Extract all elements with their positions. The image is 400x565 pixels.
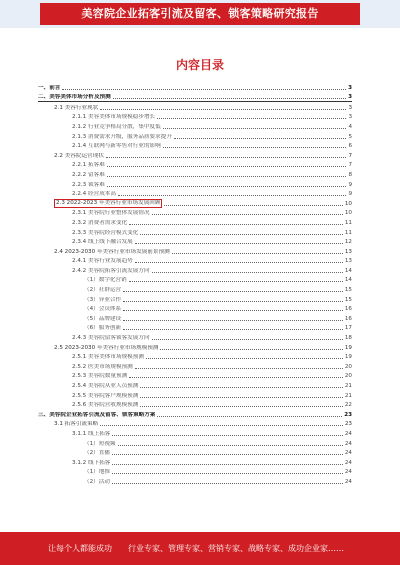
toc-entry-page: 18 — [344, 335, 352, 342]
toc-entry-page: 10 — [344, 200, 352, 207]
toc-entry-page: 7 — [348, 152, 352, 159]
toc-entry[interactable] — [38, 428, 352, 438]
toc-entry-title: 2.1.4 互联网与新零售对行业的影响 — [72, 143, 161, 150]
toc-leader-dots — [146, 358, 343, 359]
toc-leader-dots — [112, 473, 343, 474]
toc-leader-dots — [140, 234, 343, 235]
toc-entry-title: 2.1.3 消费需求升级，服务品质要求提升 — [72, 133, 172, 140]
toc-leader-dots — [62, 89, 346, 90]
toc-leader-dots — [100, 425, 343, 426]
toc-leader-dots — [174, 138, 347, 139]
toc-leader-dots — [152, 214, 343, 215]
toc-leader-dots — [157, 118, 346, 119]
toc-entry[interactable] — [38, 304, 352, 314]
toc-entry-title: （1）数字化营销 — [84, 277, 127, 284]
toc-entry-page: 24 — [344, 469, 352, 476]
toc-entry-title: 2.5 2023-2030 年美容行业市场规模预测 — [54, 344, 159, 351]
toc-entry-title: 2.3.2 消费者需求变化 — [72, 219, 128, 226]
toc-leader-dots — [129, 281, 343, 282]
toc-leader-dots — [123, 291, 343, 292]
toc-leader-dots — [123, 301, 343, 302]
toc-entry-title: 2.3.3 美容院经营模式变化 — [72, 229, 139, 236]
toc-leader-dots — [106, 157, 347, 158]
toc-entry-title: 2.5.4 美容院从业人员预测 — [72, 383, 139, 389]
toc-entry-page: 24 — [344, 450, 352, 457]
toc-entry-page: 19 — [344, 344, 352, 351]
toc-entry-title: 2.5.2 医美市场规模预测 — [72, 363, 133, 370]
toc-entry-page: 14 — [344, 277, 352, 284]
toc-leader-dots — [172, 253, 343, 254]
toc-entry-page: 22 — [344, 402, 352, 409]
toc-entry-title: 2.4.3 美容院留客锁客发展方向 — [72, 335, 150, 342]
toc-entry-title: 2.2.4 经营成本高 — [72, 191, 116, 198]
toc-entry-title: 2.1.2 行业竞争格局分散，集中度低 — [72, 123, 161, 130]
toc-entry[interactable] — [38, 131, 352, 141]
toc-leader-dots — [107, 166, 347, 167]
toc-entry-title: 2.5.3 美容院数量预测 — [72, 373, 128, 380]
toc-leader-dots — [140, 397, 343, 398]
toc-entry-title: （1）地推 — [84, 469, 110, 476]
toc-entry[interactable] — [38, 371, 352, 381]
toc-entry-page: 7 — [348, 162, 352, 169]
toc-leader-dots — [129, 224, 343, 225]
toc-leader-dots — [123, 320, 343, 321]
toc-leader-dots — [107, 186, 347, 187]
footer-tagline: 行业专家、管理专家、营销专家、战略专家、成功企业家…… — [128, 544, 344, 553]
toc-entry-title: （3）异业合作 — [84, 296, 122, 303]
toc-leader-dots — [160, 349, 342, 350]
toc-entry[interactable] — [38, 380, 352, 390]
toc-entry[interactable] — [38, 419, 352, 429]
toc-entry-title: 一、前言 — [38, 84, 61, 91]
toc-leader-dots — [123, 329, 343, 330]
toc-leader-dots — [112, 454, 343, 455]
toc-leader-dots — [113, 98, 346, 99]
toc-leader-dots — [163, 128, 347, 129]
toc-entry[interactable] — [38, 256, 352, 266]
toc-leader-dots — [129, 377, 343, 378]
toc-entry[interactable] — [38, 227, 352, 237]
toc-entry-title: （6）服务创新 — [84, 325, 122, 332]
toc-entry-title: 2.4 2023-2030 年美容行业市场发展前景预测 — [54, 248, 170, 255]
toc-entry[interactable] — [38, 82, 352, 92]
toc-entry-title: 2.5.6 美容院营收规模预测 — [72, 402, 139, 409]
toc-leader-dots — [157, 416, 342, 417]
toc-entry-title: 2.5.5 美容院客户规模预测 — [72, 392, 139, 399]
toc-entry-page: 24 — [344, 459, 352, 466]
toc-entry[interactable] — [38, 112, 352, 122]
toc-entry-page: 3 — [348, 94, 352, 101]
toc-entry-title: 3.1 拓客引流策略 — [54, 421, 99, 428]
toc-entry-page: 8 — [348, 171, 352, 178]
toc-entry[interactable] — [38, 342, 352, 352]
toc-entry-page: 3 — [348, 84, 352, 91]
toc-entry[interactable] — [38, 150, 352, 160]
toc-entry[interactable] — [38, 102, 352, 112]
toc-entry-title: 2.4.1 美容行业发展趋势 — [72, 258, 133, 265]
toc-entry-page: 3 — [348, 114, 352, 121]
toc-entry-page: 20 — [344, 373, 352, 380]
toc-entry-title: （1）短视频 — [84, 440, 116, 447]
toc-leader-dots — [112, 464, 342, 465]
toc-entry-page: 9 — [348, 191, 352, 198]
toc-entry-title: 2.1 美容行业现状 — [54, 104, 99, 111]
toc-entry[interactable] — [38, 294, 352, 304]
toc-entry-page: 16 — [344, 315, 352, 322]
toc-entry-page: 14 — [344, 267, 352, 274]
toc-entry-page: 12 — [344, 239, 352, 246]
toc-entry-page: 9 — [348, 181, 352, 188]
toc-entry-page: 5 — [348, 133, 352, 140]
toc-entry-page: 24 — [344, 478, 352, 485]
footer-band — [0, 532, 400, 565]
toc-leader-dots — [118, 195, 346, 196]
toc-entry-title: 2.2.3 锁客难 — [72, 181, 105, 188]
toc-entry-page: 15 — [344, 287, 352, 294]
toc-entry[interactable] — [38, 160, 352, 170]
toc-entry-page: 15 — [344, 296, 352, 303]
toc-entry-title: 2.3.4 线上线下融合发展 — [72, 239, 133, 246]
toc-entry-title: 2.1.1 美容美体市场规模稳步增长 — [72, 114, 156, 121]
toc-entry[interactable] — [38, 246, 352, 256]
toc-entry-page: 21 — [344, 392, 352, 399]
toc-entry-page: 23 — [344, 411, 352, 418]
toc-heading: 内容目录 — [175, 58, 224, 72]
toc-entry-title: （2）直播 — [84, 450, 110, 457]
toc-entry-page: 24 — [344, 440, 352, 447]
toc-entry-title: 2.2 美容院运营现状 — [54, 152, 104, 159]
toc-entry[interactable] — [38, 284, 352, 294]
toc-entry[interactable] — [38, 400, 352, 410]
toc-entry[interactable] — [38, 390, 352, 400]
toc-entry-title: 二、美容美体市场分析及预测 — [38, 94, 111, 101]
toc-entry[interactable] — [38, 121, 352, 131]
toc-entry-page: 20 — [344, 363, 352, 370]
toc-entry[interactable] — [38, 179, 352, 189]
toc-entry-title: 2.2.1 拓客难 — [72, 162, 105, 169]
toc-entry[interactable] — [38, 217, 352, 227]
toc-entry-title: （2）活动 — [84, 478, 110, 485]
toc-leader-dots — [100, 109, 346, 110]
toc-leader-dots — [164, 205, 342, 206]
toc-leader-dots — [135, 368, 343, 369]
toc-entry[interactable] — [38, 361, 352, 371]
toc-entry[interactable] — [38, 313, 352, 323]
toc-entry-title: 3.1.2 线下拓客 — [72, 459, 111, 466]
toc-entry-page: 21 — [344, 383, 352, 389]
toc-entry-page: 6 — [348, 143, 352, 150]
toc-entry-page: 13 — [344, 248, 352, 255]
toc-leader-dots — [123, 310, 343, 311]
toc-entry[interactable] — [38, 438, 352, 448]
toc-entry[interactable] — [38, 352, 352, 362]
toc-entry-title: 2.3.1 美容院行业整体发展情况 — [72, 210, 150, 217]
toc-entry[interactable] — [38, 476, 352, 486]
toc-entry[interactable] — [38, 208, 352, 218]
toc-leader-dots — [163, 147, 347, 148]
toc-entry[interactable] — [38, 275, 352, 285]
toc-entry-title: 2.3 2022-2023 年美容行业市场发展回顾 — [56, 199, 161, 206]
toc-entry-page: 24 — [344, 430, 352, 437]
toc-entry[interactable] — [38, 409, 352, 419]
toc-leader-dots — [140, 387, 343, 388]
toc-entry[interactable] — [38, 189, 352, 199]
toc-leader-dots — [140, 406, 343, 407]
toc-entry[interactable] — [38, 467, 352, 477]
footer-slogan: 让每个人都能成功 — [48, 544, 112, 553]
toc-leader-dots — [152, 339, 343, 340]
toc-entry-title: 3.1.1 线上拓客 — [72, 430, 111, 437]
toc-entry[interactable] — [38, 141, 352, 151]
toc-entry[interactable] — [38, 265, 352, 275]
toc-entry[interactable] — [38, 448, 352, 458]
toc-entry-title: 2.2.2 留客难 — [72, 171, 105, 178]
toc-entry-title: （2）社群运营 — [84, 287, 122, 294]
toc-entry-page: 3 — [348, 104, 352, 111]
toc-entry-page: 19 — [344, 354, 352, 361]
toc-entry[interactable] — [38, 457, 352, 467]
toc-entry-title: （5）品牌建设 — [84, 315, 122, 322]
toc-entry[interactable] — [38, 198, 352, 208]
toc-entry-page: 23 — [344, 421, 352, 428]
toc-entry-title: 2.5.1 美容美体市场规模预测 — [72, 354, 144, 361]
toc-leader-dots — [107, 176, 347, 177]
toc-entry-page: 13 — [344, 258, 352, 265]
toc-entry-title: 2.4.2 美容院拓客引流发展方向 — [72, 267, 150, 274]
toc-entry[interactable] — [38, 237, 352, 247]
toc-leader-dots — [135, 243, 343, 244]
toc-leader-dots — [112, 435, 342, 436]
toc-entry[interactable] — [38, 323, 352, 333]
toc-entry-title: （4）会员体系 — [84, 306, 122, 313]
report-title: 美容院企业拓客引流及留客、锁客策略研究报告 — [40, 3, 360, 25]
toc-leader-dots — [112, 483, 343, 484]
table-of-contents — [38, 82, 352, 486]
toc-leader-dots — [118, 445, 343, 446]
toc-entry[interactable] — [38, 169, 352, 179]
header-band — [0, 0, 400, 28]
toc-entry[interactable] — [38, 332, 352, 342]
toc-entry-page: 4 — [348, 123, 352, 130]
toc-entry[interactable] — [38, 92, 352, 103]
toc-entry-page: 11 — [344, 219, 352, 226]
toc-entry-page: 17 — [344, 325, 352, 332]
toc-entry-title: 三、美容院企业拓客引流及留客、锁客策略方案 — [38, 411, 156, 418]
toc-entry-page: 11 — [344, 229, 352, 236]
toc-leader-dots — [152, 272, 343, 273]
toc-entry-page: 10 — [344, 210, 352, 217]
toc-leader-dots — [135, 262, 343, 263]
toc-entry-page: 16 — [344, 306, 352, 313]
